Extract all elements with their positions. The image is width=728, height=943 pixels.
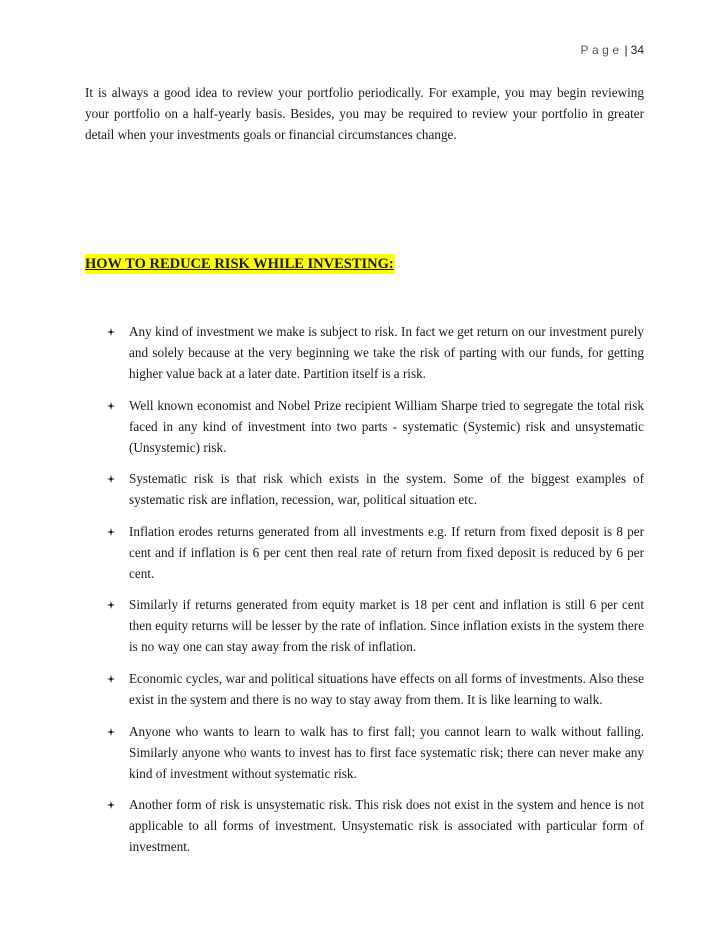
page-label: Page bbox=[580, 43, 623, 57]
page-separator: | bbox=[624, 43, 628, 57]
diamond-bullet-icon bbox=[107, 675, 115, 683]
diamond-bullet-icon bbox=[107, 601, 115, 609]
bullet-text: Systematic risk is that risk which exists in the system. Some of the biggest examples of systematic risk are inflation, recession, war, political situation etc. bbox=[129, 471, 644, 508]
intro-paragraph: It is always a good idea to review your portfolio periodically. For example, you may begin reviewing your portfolio on a half-yearly basis. Besides, you may be required to review your portfolio in greater detail when your investments goals or financial circumstances change. bbox=[85, 85, 644, 142]
bullet-item bbox=[85, 668, 644, 710]
bullet-item bbox=[85, 395, 644, 458]
diamond-bullet-icon bbox=[107, 402, 115, 410]
bullet-text: Any kind of investment we make is subject to risk. In fact we get return on our investment purely and solely because at the very beginning we take the risk of parting with our funds, for getting higher value back at a later date. Partition itself is a risk. bbox=[129, 324, 644, 381]
bullet-text: Anyone who wants to learn to walk has to first fall; you cannot learn to walk without falling. Similarly anyone who wants to invest has to first face systematic risk; there can never make any kind of investment without systematic risk. bbox=[129, 723, 644, 781]
bullet-list bbox=[85, 321, 644, 868]
diamond-bullet-icon bbox=[107, 728, 115, 736]
page-header bbox=[580, 43, 644, 57]
diamond-bullet-icon bbox=[107, 475, 115, 483]
diamond-bullet-icon bbox=[107, 328, 115, 336]
bullet-item bbox=[85, 521, 644, 584]
bullet-text: Inflation erodes returns generated from all investments e.g. If return from fixed deposit is 8 per cent and if inflation is 6 per cent then real rate of return from fixed deposit is reduced by 6 per cent. bbox=[129, 523, 644, 581]
section-heading-text: HOW TO REDUCE RISK WHILE INVESTING: bbox=[85, 256, 394, 272]
diamond-bullet-icon bbox=[107, 528, 115, 536]
bullet-item bbox=[85, 594, 644, 657]
bullet-text: Similarly if returns generated from equity market is 18 per cent and inflation is still 6 per cent then equity returns will be lesser by the rate of inflation. Since inflation exists in the system there is no way one can stay away from the risk of inflation. bbox=[129, 597, 644, 655]
bullet-text: Economic cycles, war and political situations have effects on all forms of investments. Also these exist in the system and there is no way to stay away from them. It is like learning to walk. bbox=[129, 670, 644, 707]
bullet-item bbox=[85, 794, 644, 857]
bullet-text: Well known economist and Nobel Prize recipient William Sharpe tried to segregate the total risk faced in any kind of investment into two parts - systematic (Systemic) risk and unsystematic (Unsystemic) risk. bbox=[129, 397, 644, 455]
section-heading bbox=[85, 255, 395, 273]
diamond-bullet-icon bbox=[107, 801, 115, 809]
page-number: 34 bbox=[630, 43, 644, 57]
bullet-text: Another form of risk is unsystematic risk. This risk does not exist in the system and hence is not applicable to all forms of investment. Unsystematic risk is associated with particular form of investment. bbox=[129, 797, 644, 855]
bullet-item bbox=[85, 321, 644, 384]
bullet-item bbox=[85, 721, 644, 784]
bullet-item bbox=[85, 468, 644, 510]
